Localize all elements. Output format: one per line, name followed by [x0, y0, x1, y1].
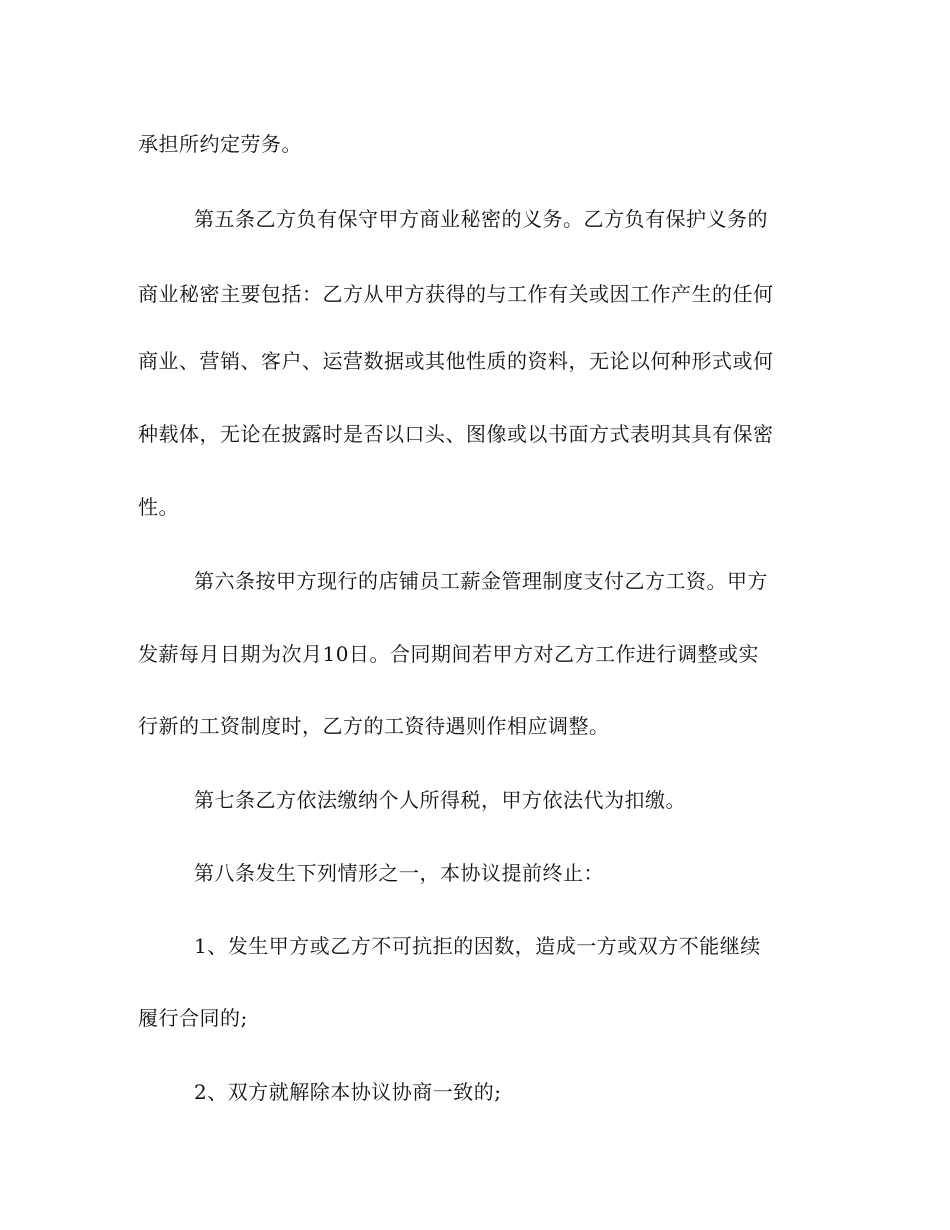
- text-line: 商业、营销、客户、运营数据或其他性质的资料，无论以何种形式或何: [138, 349, 774, 373]
- text-line: 承担所约定劳务。: [138, 132, 302, 156]
- text-line: 履行合同的;: [138, 1006, 248, 1030]
- text-line: 2、双方就解除本协议协商一致的;: [194, 1080, 502, 1104]
- text-line: 种载体，无论在披露时是否以口头、图像或以书面方式表明其具有保密: [138, 422, 774, 446]
- text-line: 第八条发生下列情形之一，本协议提前终止：: [194, 861, 604, 885]
- text-line: 行新的工资制度时，乙方的工资待遇则作相应调整。: [138, 714, 610, 738]
- text-line: 商业秘密主要包括：乙方从甲方获得的与工作有关或因工作产生的任何: [138, 282, 774, 306]
- text-line: 第五条乙方负有保守甲方商业秘密的义务。乙方负有保护义务的: [194, 207, 768, 231]
- text-line: 第七条乙方依法缴纳个人所得税，甲方依法代为扣缴。: [194, 788, 686, 812]
- text-line: 1、发生甲方或乙方不可抗拒的因数，造成一方或双方不能继续: [194, 934, 761, 958]
- text-line: 性。: [138, 495, 179, 519]
- text-line: 第六条按甲方现行的店铺员工薪金管理制度支付乙方工资。甲方: [194, 569, 768, 593]
- text-line: 发薪每月日期为次月10日。合同期间若甲方对乙方工作进行调整或实: [138, 642, 759, 666]
